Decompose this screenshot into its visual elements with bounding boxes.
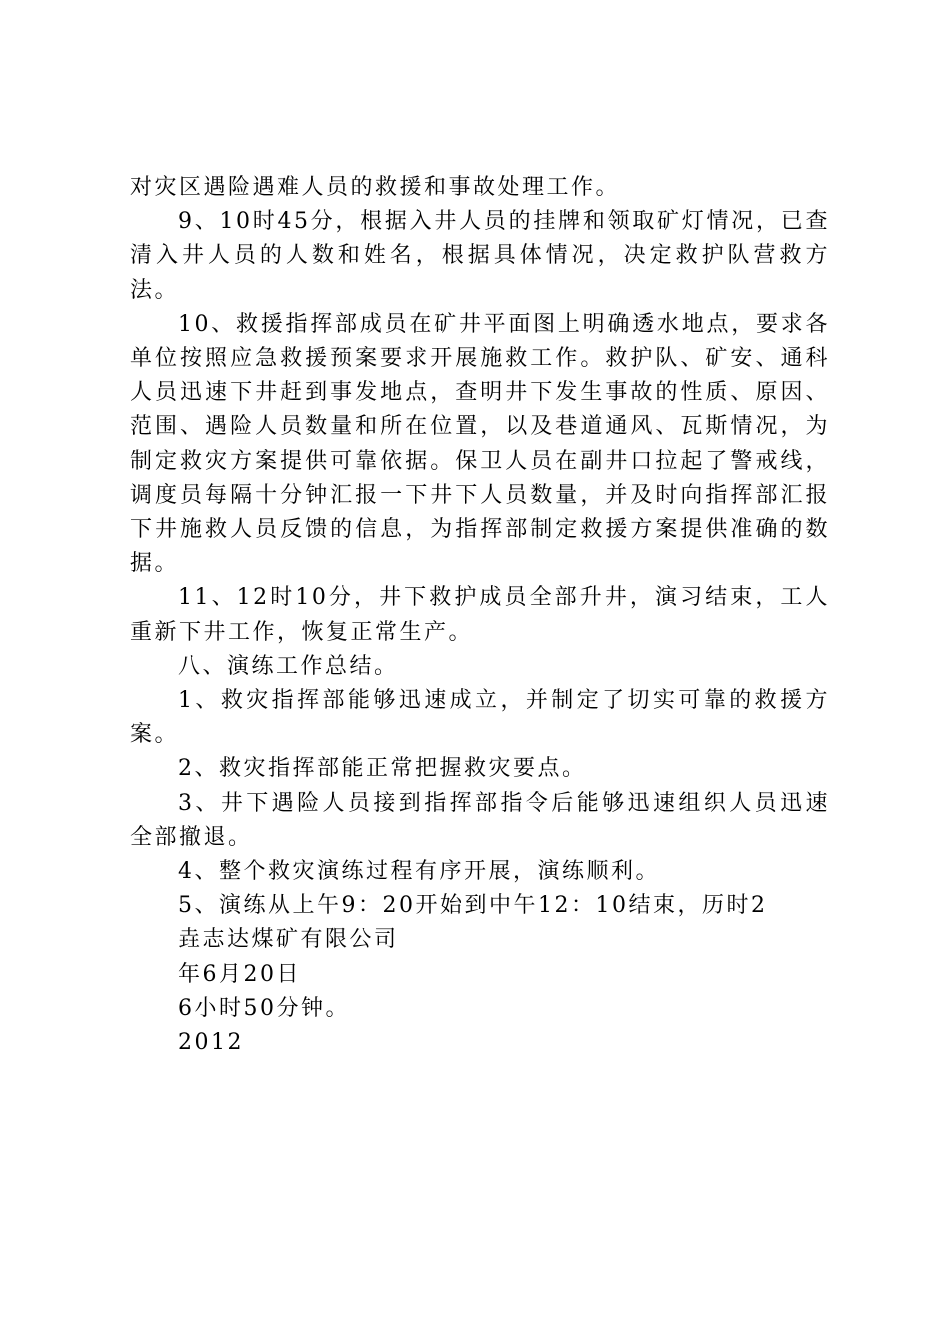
summary-item-4: 4、整个救灾演练过程有序开展，演练顺利。 <box>178 859 660 885</box>
summary-item-5: 5、演练从上午9：20开始到中午12：10结束，历时2 <box>178 893 768 919</box>
paragraph-continuation: 对灾区遇险遇难人员的救援和事故处理工作。 <box>130 175 621 200</box>
year-fragment: 2012 <box>178 1030 244 1056</box>
paragraph-item-9: 9、10时45分，根据入井人员的挂牌和领取矿灯情况，已查清入井人员的人数和姓名，根据具体情况，决定救护队营救方法。 <box>130 209 830 303</box>
paragraph-item-11: 11、12时10分，井下救护成员全部升井，演习结束，工人重新下井工作，恢复正常生产。 <box>130 585 830 645</box>
date-fragment: 年6月20日 <box>178 961 301 987</box>
document-body <box>130 171 830 1060</box>
company-name: 垚志达煤矿有限公司 <box>178 927 399 953</box>
summary-item-2: 2、救灾指挥部能正常把握救灾要点。 <box>178 756 587 782</box>
duration-fragment: 6小时50分钟。 <box>178 995 350 1021</box>
section-heading-summary: 八、演练工作总结。 <box>178 653 399 679</box>
summary-item-3: 3、井下遇险人员接到指挥部指令后能够迅速组织人员迅速全部撤退。 <box>130 790 830 850</box>
summary-item-1: 1、救灾指挥部能够迅速成立，并制定了切实可靠的救援方案。 <box>130 688 830 748</box>
paragraph-item-10: 10、救援指挥部成员在矿井平面图上明确透水地点，要求各单位按照应急救援预案要求开展施救工作。救护队、矿安、通科人员迅速下井赶到事发地点，查明井下发生事故的性质、原因、范围、遇险人员数量和所在位置，以及巷道通风、瓦斯情况，为制定救灾方案提供可靠依据。保卫人员在副井口拉起了警戒线，调度员每隔十分钟汇报一下井下人员数量，并及时向指挥部汇报下井施救人员反馈的信息，为指挥部制定救援方案提供准确的数据。 <box>130 311 830 577</box>
